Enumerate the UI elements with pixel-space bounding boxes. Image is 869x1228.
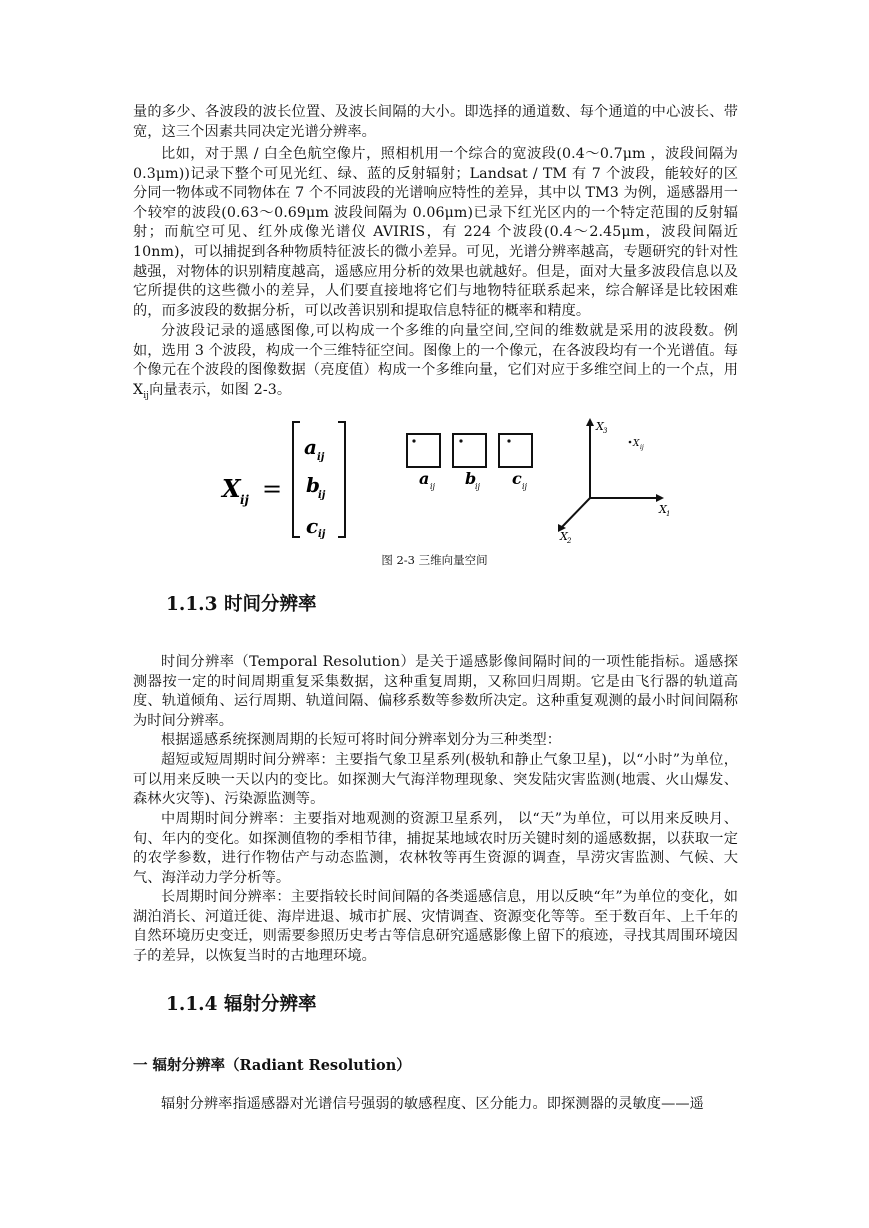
vector-space-text: 分波段记录的遥感图像,可以构成一个多维的向量空间,空间的维数就是采用的波段数。例如，选用 3 个波段，构成一个三维特征空间。图像上的一个像元，在各波段均有一个光谱值。每个像元在个波段的图像数据（亮度值）构成一个多维向量，它们对应于多维空间上的一个点，用 X bbox=[133, 323, 738, 398]
band-box-a bbox=[407, 434, 440, 467]
matrix-entry-a-sub: ij bbox=[317, 452, 325, 463]
axis-x3-arrow bbox=[586, 418, 594, 426]
paragraph-short-period: 超短或短周期时间分辨率：主要指气象卫星系列(极轨和静止气象卫星)，以“小时”为单位，可以用来反映一天以内的变比。如探测大气海洋物理现象、突发陆灾害监测(地震、火山爆发、森林火灾等)、污染源监测等。 bbox=[133, 752, 738, 808]
section-heading-radiometric: 1.1.4 辐射分辨率 bbox=[166, 994, 317, 1015]
axis-x1-label: X bbox=[659, 503, 667, 516]
matrix-equals: = bbox=[262, 475, 283, 503]
matrix-left-bracket bbox=[293, 422, 300, 537]
band-pixel-a bbox=[412, 439, 415, 442]
matrix-right-bracket bbox=[338, 422, 345, 537]
matrix-lhs-sub: ij bbox=[240, 493, 249, 507]
point-xij-label: X bbox=[633, 439, 640, 449]
axis-x2 bbox=[561, 498, 590, 528]
band-pixel-c bbox=[507, 439, 510, 442]
paragraph-radiometric-def: 辐射分辨率指遥感器对光谱信号强弱的敏感程度、区分能力。即探测器的灵敏度——遥 bbox=[161, 1096, 704, 1112]
paragraph-temporal-types: 根据遥感系统探测周期的长短可将时间分辨率划分为三种类型： bbox=[161, 732, 562, 748]
matrix-lhs: X bbox=[222, 474, 241, 503]
matrix-entry-c-sub: ij bbox=[318, 529, 326, 540]
axis-x2-label-sub: 2 bbox=[567, 537, 572, 545]
band-label-b-sub: ij bbox=[475, 482, 481, 491]
vector-subscript: ij bbox=[143, 390, 150, 401]
matrix-entry-b: b bbox=[306, 473, 320, 497]
subheading-radiant-resolution: 一 辐射分辨率（Radiant Resolution） bbox=[133, 1057, 411, 1074]
point-xij-label-sub: ij bbox=[640, 444, 644, 451]
point-xij bbox=[629, 441, 632, 444]
paragraph-mid-period: 中周期时间分辨率：主要指对地观测的资源卫星系列， 以“天”为单位，可以用来反映月、旬、年内的变化。如探测值物的季相节律，捕捉某地域农时历关键时刻的遥感数据，以获取一定的农学参数，进行作物估产与动态监测，农林牧等再生资源的调查，旱涝灾害监测、气候、大气、海洋动力学分析等。 bbox=[133, 811, 738, 886]
band-box-c bbox=[499, 434, 532, 467]
axis-x1-label-sub: 1 bbox=[666, 510, 671, 518]
figure-caption: 图 2-3 三维向量空间 bbox=[381, 553, 488, 567]
paragraph-long-period: 长周期时间分辨率：主要指较长时间间隔的各类遥感信息，用以反映“年”为单位的变化，如湖泊消长、河道迁徙、海岸进退、城市扩展、灾情调查、资源变化等等。至于数百年、上千年的自然环境历史变迁，则需要参照历史考古等信息研究遥感影像上留下的痕迹，寻找其周围环境因子的差异，以恢复当时的古地理环境。 bbox=[133, 889, 738, 964]
figure-vector-space bbox=[200, 412, 680, 552]
figure-vector-space-svg bbox=[200, 412, 680, 552]
band-label-a-sub: ij bbox=[430, 482, 436, 491]
axis-x3-label: X bbox=[596, 420, 604, 433]
vector-space-text-end: 向量表示，如图 2-3。 bbox=[149, 381, 292, 398]
band-label-a: a bbox=[419, 469, 430, 488]
paragraph-spectral-example: 比如，对于黑 / 白全色航空像片，照相机用一个综合的宽波段(0.4～0.7μm ，波段间隔为 0.3μm))记录下整个可见光红、绿、蓝的反射辐射；Landsat / TM 有 7 个波段，能较好的区分同一物体或不同物体在 7 个不同波段的光谱响应特性的差异，其中以 TM3 为例，遥感器用一个较窄的波段(0.63～0.69μm 波段间隔为 0.06μm)已录下红光区内的一个特定范围的反射辐射；而航空可见、红外成像光谱仪 AVIRIS，有 224 个波段(0.4～2.45μm，波段间隔近 10nm)，可以捕捉到各种物质特征波长的微小差异。可见，光谱分辨率越高，专题研究的针对性越强，对物体的识别精度越高，遥感应用分析的效果也就越好。但是，面对大量多波段信息以及它所提供的这些微小的差异，人们要直接地将它们与地物特征联系起来，综合解译是比较困难的，而多波段的数据分析，可以改善识别和提取信息特征的概率和精度。 bbox=[133, 146, 738, 319]
axis-x3-label-sub: 3 bbox=[603, 427, 608, 435]
band-label-c-sub: ij bbox=[522, 482, 528, 491]
band-box-b bbox=[453, 434, 486, 467]
band-pixel-b bbox=[459, 439, 462, 442]
matrix-entry-c: c bbox=[306, 514, 319, 538]
matrix-entry-b-sub: ij bbox=[318, 490, 326, 501]
section-heading-temporal: 1.1.3 时间分辨率 bbox=[166, 594, 317, 615]
axis-x1-arrow bbox=[656, 494, 664, 502]
band-label-c: c bbox=[512, 469, 522, 488]
paragraph-spectral-end: 量的多少、各波段的波长位置、及波长间隔的大小。即选择的通道数、每个通道的中心波长、带宽，这三个因素共同决定光谱分辨率。 bbox=[133, 104, 738, 140]
axis-x2-label: X bbox=[560, 530, 568, 543]
paragraph-vector-space bbox=[133, 322, 738, 406]
paragraph-temporal-def: 时间分辨率（Temporal Resolution）是关于遥感影像间隔时间的一项性能指标。遥感探测器按一定的时间周期重复采集数据，这种重复周期，又称回归周期。它是由飞行器的轨道高度、轨道倾角、运行周期、轨道间隔、偏移系数等参数所决定。这种重复观测的最小时间间隔称为时间分辨率。 bbox=[133, 654, 738, 729]
band-label-b: b bbox=[465, 469, 477, 488]
matrix-entry-a: a bbox=[304, 435, 317, 459]
